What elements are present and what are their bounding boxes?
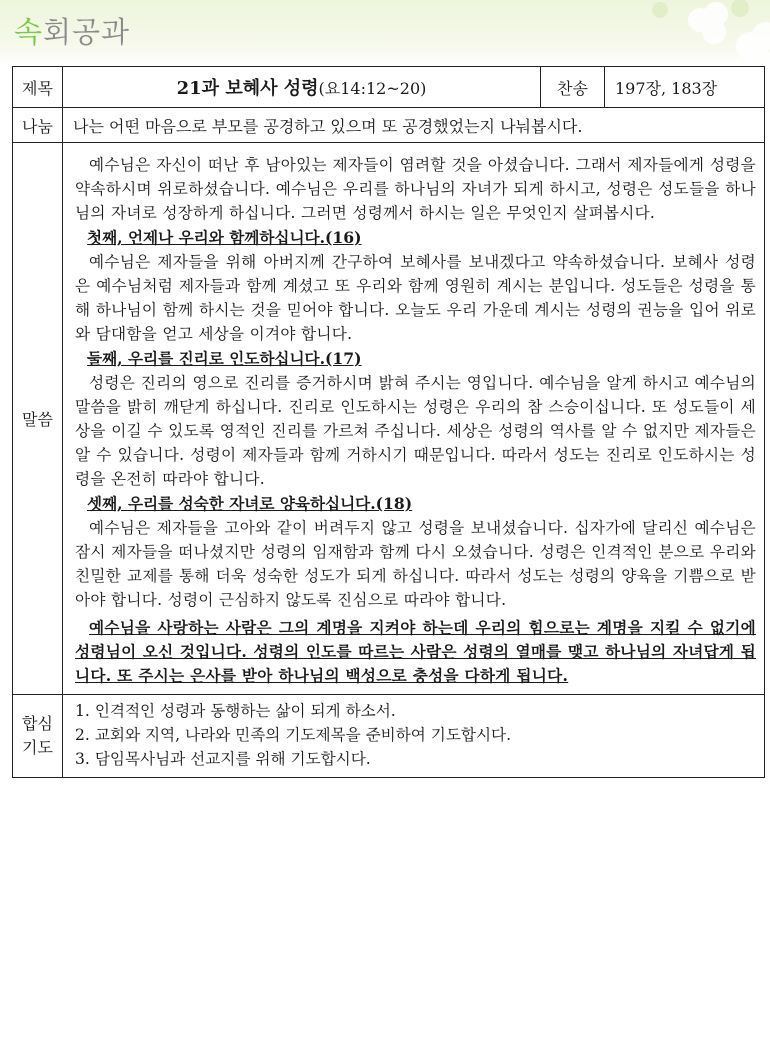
prayer-list xyxy=(63,695,765,778)
scripture-reference: (요14:12~20) xyxy=(318,79,427,98)
hymn-numbers: 197장, 183장 xyxy=(605,67,765,108)
lesson-table xyxy=(12,66,765,778)
word-row xyxy=(13,143,765,695)
share-question: 나는 어떤 마음으로 부모를 공경하고 있으며 또 공경했었는지 나눠봅시다. xyxy=(63,108,765,143)
section-title xyxy=(14,10,130,51)
share-row xyxy=(13,108,765,143)
section-heading: 둘째, 우리를 진리로 인도하십니다.(17) xyxy=(87,349,362,368)
section-heading: 첫째, 언제나 우리와 함께하십니다.(16) xyxy=(87,228,362,247)
section-title-first: 속 xyxy=(14,15,44,49)
prayer-item: 3. 담임목사님과 선교지를 위해 기도합시다. xyxy=(75,750,371,768)
prayer-row xyxy=(13,695,765,778)
section-paragraph: 성령은 진리의 영으로 진리를 증거하시며 밝혀 주시는 영입니다. 예수님을 알게 하시고 예수님의 말씀을 밝히 깨닫게 하십니다. 진리로 인도하시는 성령은 우리의 참 스승이십니다. 또 성도들이 세상을 이길 수 있도록 영적인 진리를 가르쳐 주십니다. 세상은 성령의 역사를 알 수 없지만 제자들은 알 수 있습니다. 성령이 제자들과 함께 거하시기 때문입니다. 따라서 성도는 진리로 인도하시는 성령을 온전히 따라야 합니다. xyxy=(75,374,756,488)
section-paragraph: 예수님은 제자들을 위해 아버지께 간구하여 보혜사를 보내겠다고 약속하셨습니다. 보혜사 성령은 예수님처럼 제자들과 함께 계셨고 또 우리와 함께 영원히 계시는 분입니다. 성도들은 성령을 통해 하나님이 함께 하시는 것을 믿어야 합니다. 오늘도 우리 가운데 계시는 성령의 권능을 입어 위로와 담대함을 얻고 세상을 이겨야 합니다. xyxy=(75,253,756,343)
section-title-rest: 회공과 xyxy=(43,15,131,49)
closing-paragraph: 예수님을 사랑하는 사람은 그의 계명을 지켜야 하는데 우리의 힘으로는 계명을 지킬 수 없기에 성령님이 오신 것입니다. 성령의 인도를 따르는 사람은 성령의 열매를 맺고 하나님의 자녀답게 됩니다. 또 주시는 은사를 받아 하나님의 백성으로 충성을 다하게 됩니다. xyxy=(75,618,756,685)
word-label: 말씀 xyxy=(13,143,63,695)
title-label: 제목 xyxy=(13,67,63,108)
lesson-title-cell xyxy=(63,67,541,108)
prayer-item: 2. 교회와 지역, 나라와 민족의 기도제목을 준비하여 기도합시다. xyxy=(75,726,512,744)
prayer-label-line1: 합심 xyxy=(22,714,53,733)
share-label: 나눔 xyxy=(13,108,63,143)
hymn-label: 찬송 xyxy=(541,67,605,108)
section-paragraph: 예수님은 제자들을 고아와 같이 버려두지 않고 성령을 보내셨습니다. 십자가에 달리신 예수님은 잠시 제자들을 떠나셨지만 성령의 임재함과 함께 다시 오셨습니다. 성령은 인격적인 분으로 우리와 친밀한 교제를 통해 더욱 성숙한 성도가 되게 하십니다. 따라서 성도는 성령의 양육을 기쁨으로 받아야 합니다. 성령이 근심하지 않도록 진심으로 따라야 합니다. xyxy=(75,519,756,609)
page-header xyxy=(0,0,770,66)
intro-paragraph: 예수님은 자신이 떠난 후 남아있는 제자들이 염려할 것을 아셨습니다. 그래서 제자들에게 성령을 약속하시며 위로하셨습니다. 예수님은 우리를 하나님의 자녀가 되게 하시고, 성령은 성도들을 하나님의 자녀로 성장하게 하십니다. 그러면 성령께서 하시는 일은 무엇인지 살펴봅시다. xyxy=(75,156,756,222)
word-body xyxy=(63,143,765,695)
prayer-item: 1. 인격적인 성령과 동행하는 삶이 되게 하소서. xyxy=(75,702,396,720)
prayer-label-line2: 기도 xyxy=(22,738,53,757)
prayer-label xyxy=(13,695,63,778)
title-row xyxy=(13,67,765,108)
lesson-title: 21과 보혜사 성령 xyxy=(176,78,319,99)
section-heading: 셋째, 우리를 성숙한 자녀로 양육하십니다.(18) xyxy=(87,494,413,513)
clover-decoration-icon xyxy=(600,0,770,66)
